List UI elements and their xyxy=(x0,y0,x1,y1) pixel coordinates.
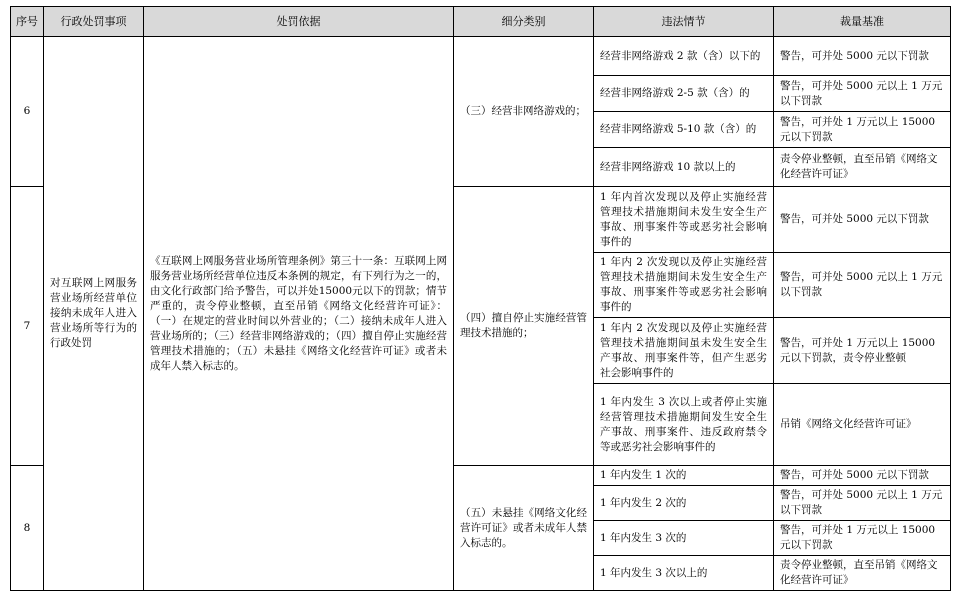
standard-cell: 警告，可并处 5000 元以上 1 万元以下罚款 xyxy=(774,253,951,318)
circumstance-cell: 经营非网络游戏 10 款以上的 xyxy=(594,148,774,187)
penalty-discretion-table xyxy=(10,6,951,591)
circumstance-cell: 经营非网络游戏 5-10 款（含）的 xyxy=(594,112,774,148)
penalty-basis-cell: 《互联网上网服务营业场所管理条例》第三十一条：互联网上网服务营业场所经营单位违反本条例的规定，有下列行为之一的，由文化行政部门给予警告，可以并处15000元以下的罚款；情节严重的，责令停业整顿，直至吊销《网络文化经营许可证》：（一）在规定的营业时间以外营业的；（二）接纳未成年人进入营业场所的；（三）经营非网络游戏的；（四）擅自停止实施经营管理技术措施的；（五）未悬挂《网络文化经营许可证》或者未成年人禁入标志的。 xyxy=(144,37,454,591)
category-cell: （五）未悬挂《网络文化经营许可证》或者未成年人禁入标志的。 xyxy=(454,466,594,591)
circumstance-cell: 1 年内发生 3 次以上的 xyxy=(594,556,774,591)
category-cell: （三）经营非网络游戏的； xyxy=(454,37,594,187)
header-basis: 处罚依据 xyxy=(144,7,454,37)
circumstance-cell: 1 年内发生 3 次以上或者停止实施经营管理技术措施期间发生安全生产事故、刑事案件、违反政府禁令等或恶劣社会影响事件的 xyxy=(594,384,774,466)
row-seq: 7 xyxy=(11,187,44,466)
table-header-row xyxy=(11,7,951,37)
standard-cell: 警告，可并处 5000 元以下罚款 xyxy=(774,466,951,486)
table-row xyxy=(11,37,951,76)
header-standard: 裁量基准 xyxy=(774,7,951,37)
category-cell: （四）擅自停止实施经营管理技术措施的； xyxy=(454,187,594,466)
standard-cell: 警告，可并处 5000 元以上 1 万元以下罚款 xyxy=(774,486,951,521)
circumstance-cell: 经营非网络游戏 2-5 款（含）的 xyxy=(594,76,774,112)
header-seq: 序号 xyxy=(11,7,44,37)
row-seq: 8 xyxy=(11,466,44,591)
penalty-item-cell: 对互联网上网服务营业场所经营单位接纳未成年人进入营业场所等行为的行政处罚 xyxy=(44,37,144,591)
standard-cell: 警告，可并处 1 万元以上 15000 元以下罚款 xyxy=(774,521,951,556)
header-item: 行政处罚事项 xyxy=(44,7,144,37)
standard-cell: 责令停业整顿，直至吊销《网络文化经营许可证》 xyxy=(774,148,951,187)
standard-cell: 吊销《网络文化经营许可证》 xyxy=(774,384,951,466)
circumstance-cell: 经营非网络游戏 2 款（含）以下的 xyxy=(594,37,774,76)
standard-cell: 责令停业整顿，直至吊销《网络文化经营许可证》 xyxy=(774,556,951,591)
circumstance-cell: 1 年内发生 2 次的 xyxy=(594,486,774,521)
row-seq: 6 xyxy=(11,37,44,187)
circumstance-cell: 1 年内首次发现以及停止实施经营管理技术措施期间未发生安全生产事故、刑事案件等或恶劣社会影响事件的 xyxy=(594,187,774,253)
standard-cell: 警告，可并处 5000 元以上 1 万元以下罚款 xyxy=(774,76,951,112)
standard-cell: 警告，可并处 5000 元以下罚款 xyxy=(774,187,951,253)
circumstance-cell: 1 年内 2 次发现以及停止实施经营管理技术措施期间虽未发生安全生产事故、刑事案件等，但产生恶劣社会影响事件的 xyxy=(594,318,774,384)
standard-cell: 警告，可并处 1 万元以上 15000 元以下罚款，责令停业整顿 xyxy=(774,318,951,384)
circumstance-cell: 1 年内发生 1 次的 xyxy=(594,466,774,486)
header-category: 细分类别 xyxy=(454,7,594,37)
circumstance-cell: 1 年内 2 次发现以及停止实施经营管理技术措施期间未发生安全生产事故、刑事案件等或恶劣社会影响事件的 xyxy=(594,253,774,318)
header-circumstance: 违法情节 xyxy=(594,7,774,37)
standard-cell: 警告，可并处 1 万元以上 15000 元以下罚款 xyxy=(774,112,951,148)
circumstance-cell: 1 年内发生 3 次的 xyxy=(594,521,774,556)
standard-cell: 警告，可并处 5000 元以下罚款 xyxy=(774,37,951,76)
